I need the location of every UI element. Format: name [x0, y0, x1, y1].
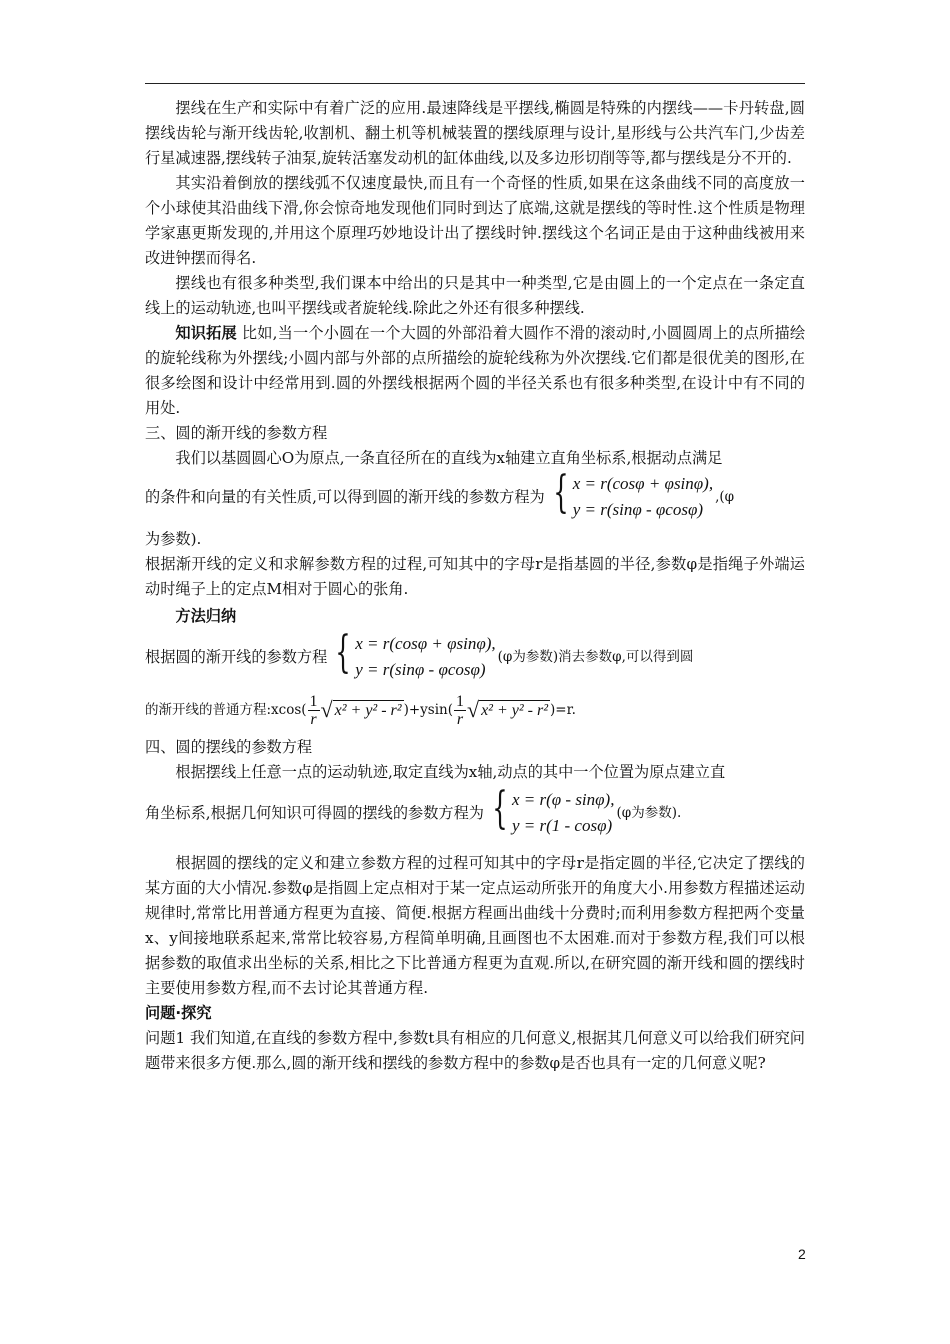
- page-number: 2: [798, 1246, 806, 1262]
- sqrt-expression: [467, 699, 550, 721]
- section-heading-cycloid: 四、圆的摆线的参数方程: [145, 738, 313, 756]
- paragraph-involute-meaning: 根据渐开线的定义和求解参数方程的过程,可知其中的字母r是指基圆的半径,参数φ是指绳子外端运动时绳子上的定点M相对于圆心的张角.: [145, 555, 805, 598]
- header-rule: [145, 83, 805, 84]
- paragraph-extension: [145, 321, 805, 421]
- method-equation-system: [329, 627, 496, 683]
- paragraph-involute-intro: 我们以基圆圆心O为原点,一条直径所在的直线为x轴建立直角坐标系,根据动点满足: [175, 449, 723, 467]
- cycloid-equation-row: [145, 785, 805, 841]
- involute-equation-row: [145, 467, 805, 523]
- method-eq-y: y = r(sinφ - φcosφ): [355, 660, 486, 679]
- cycloid-equation-system: [486, 783, 615, 839]
- brace-glyph: {: [553, 467, 569, 518]
- fraction-numerator: 1: [456, 692, 464, 710]
- paragraph-cycloid-intro: 根据摆线上任意一点的运动轨迹,取定直线为x轴,动点的其中一个位置为原点建立直: [175, 763, 726, 781]
- paragraph-question-1: 问题1 我们知道,在直线的参数方程中,参数t具有相应的几何意义,根据其几何意义可以给我们研究问题带来很多方便.那么,圆的渐开线和摆线的参数方程中的参数φ是否也具有一定的几何意义呢?: [145, 1029, 805, 1072]
- sqrt-expression: [321, 699, 404, 721]
- brace-glyph: {: [492, 783, 508, 834]
- cycloid-eq-x: x = r(φ - sinφ),: [511, 790, 615, 809]
- fraction-one-over-r: [454, 693, 466, 728]
- brace-glyph: {: [335, 627, 351, 678]
- section-heading-question: 问题·探究: [145, 1004, 212, 1022]
- cycloid-param-note: (φ为参数).: [616, 804, 682, 821]
- ordinary-equation-row: [145, 685, 805, 735]
- method-label: 方法归纳: [175, 607, 237, 625]
- cycloid-lead-text: 角坐标系,根据几何知识可得圆的摆线的参数方程为: [145, 803, 484, 822]
- involute-equation-system: [547, 467, 714, 523]
- involute-lead-text: 的条件和向量的有关性质,可以得到圆的渐开线的参数方程为: [145, 487, 545, 506]
- radicand: x² + y² - r²: [481, 702, 549, 719]
- paragraph-cycloid-meaning: 根据圆的摆线的定义和建立参数方程的过程可知其中的字母r是指定圆的半径,它决定了摆线的某方面的大小情况.参数φ是指圆上定点相对于某一定点运动所张开的角度大小.用参数方程描述运动规律时,常常比用普通方程更为直接、简便.根据方程画出曲线十分费时;而利用参数方程把两个变量x、y间接地联系起来,常常比较容易,方程简单明确,且画图也不太困难.而对于参数方程,我们可以根据参数的取值求出坐标的关系,相比之下比普通方程更为直观.所以,在研究圆的渐开线和圆的摆线时主要使用参数方程,而不去讨论其普通方程.: [145, 854, 805, 997]
- fraction-denominator: r: [456, 710, 464, 728]
- fraction-denominator: r: [310, 710, 317, 728]
- method-heading: [145, 604, 805, 629]
- paragraph-applications: 摆线在生产和实际中有着广泛的应用.最速降线是平摆线,椭圆是特殊的内摆线——卡丹转盘,圆摆线齿轮与渐开线齿轮,收割机、翻土机等机械装置的摆线原理与设计,星形线与公共汽车门,少齿差行星减速器,摆线转子油泵,旋转活塞发动机的缸体曲线,以及多边形切削等等,都与摆线是分不开的.: [145, 99, 805, 167]
- document-body: [145, 96, 805, 1076]
- ordinary-eq-part2: )+ysin(: [403, 701, 453, 718]
- involute-eq-x: x = r(cosφ + φsinφ),: [572, 474, 714, 493]
- paragraph-types: 摆线也有很多种类型,我们课本中给出的只是其中一种类型,它是由圆上的一个定点在一条定直线上的运动轨迹,也叫平摆线或者旋轮线.除此之外还有很多种摆线.: [145, 274, 805, 317]
- method-trail-text: (φ为参数)消去参数φ,可以得到圆: [497, 648, 694, 665]
- cycloid-eq-y: y = r(1 - cosφ): [511, 816, 613, 835]
- involute-param-tail: 为参数).: [145, 530, 202, 548]
- radical-glyph: √: [320, 697, 333, 722]
- fraction-one-over-r: [308, 693, 320, 728]
- section-heading-involute: 三、圆的渐开线的参数方程: [145, 424, 328, 442]
- extension-label: 知识拓展: [175, 324, 237, 342]
- ordinary-eq-part1: 的渐开线的普通方程:xcos(: [145, 701, 307, 718]
- ordinary-eq-part3: )=r.: [550, 701, 576, 718]
- involute-param-note: ,(φ: [715, 488, 735, 505]
- fraction-numerator: 1: [309, 692, 318, 710]
- method-lead-text: 根据圆的渐开线的参数方程: [145, 647, 328, 666]
- extension-text: 比如,当一个小圆在一个大圆的外部沿着大圆作不滑的滚动时,小圆圆周上的点所描绘的旋轮线称为外摆线;小圆内部与外部的点所描绘的旋轮线称为外次摆线.它们都是很优美的图形,在很多绘图和设计中经常用到.圆的外摆线根据两个圆的半径关系也有很多种类型,在设计中有不同的用处.: [145, 324, 806, 417]
- involute-eq-y: y = r(sinφ - φcosφ): [572, 500, 704, 519]
- radical-glyph: √: [467, 697, 480, 722]
- paragraph-isochrone: 其实沿着倒放的摆线弧不仅速度最快,而且有一个奇怪的性质,如果在这条曲线不同的高度放一个小球使其沿曲线下滑,你会惊奇地发现他们同时到达了底端,这就是摆线的等时性.这个性质是物理学家惠更斯发现的,并用这个原理巧妙地设计出了摆线时钟.摆线这个名词正是由于这种曲线被用来改进钟摆而得名.: [145, 174, 805, 267]
- method-eq-x: x = r(cosφ + φsinφ),: [355, 634, 496, 653]
- method-equation-row: [145, 629, 805, 685]
- radicand: x² + y² - r²: [334, 702, 402, 719]
